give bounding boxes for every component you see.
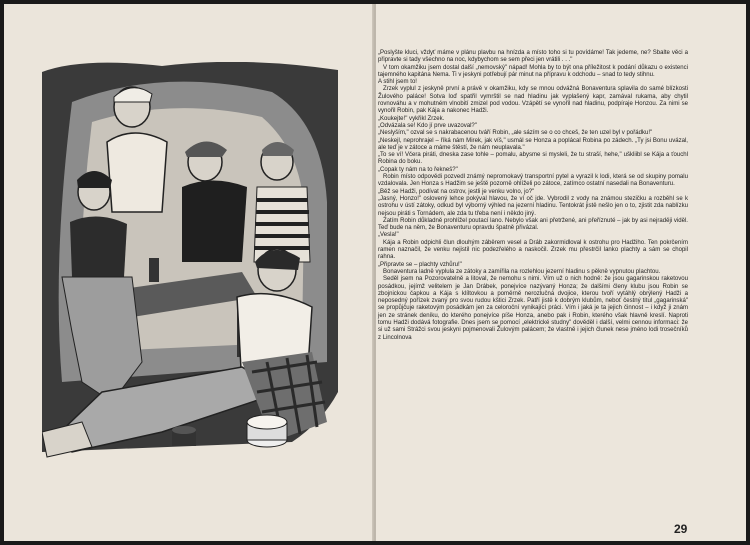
book-spread [4, 4, 746, 541]
paragraph: Seděl jsem na Pozorovatelně a litoval, že nemohu s nimi. Vím už o nich hodně: že jsou gagarinskou raketovou posádkou, jejímž velitelem je Jan Drábek, ponejvíce nazývaný Honza; že dalšími členy klubu jsou Robin se zbojnickou čapkou a Kája s klíltovkou a poměrně nerozlučná dvojice, kterou tvoří vytáhlý obrýlený Hadži a neposedný pořízek zvaný pro svou rudou kštici Zrzek. Patří jistě k dobrým klubům, neboť čestný titul „gagarinská" se propůjčuje raketovým posádkám jen za celoroční vynikající práci. Vím i jaká je ta jejich činnost – i když ji znám jen ze stránek deníku, do kterého ponejvíce píše Honza, anebo pak i Robin, kterého však hlavně kreslí. Naproti tomu Hadži dodává fotografie. Dnes jsem se pomocí „elektrické studny" dověděl i další, velmi cennou informaci: že si už sami Strážci svou jeskyni pojmenovali Žulovým palácem; že vlastně i jejich člunek nese jméno lodi trosečníků z Lincolnova [378, 276, 688, 341]
paragraph: „To se ví! Včera piráti, dneska zase tohle – pomalu, abysme si mysleli, že tu straší, hehe," uškliibl se Kája a ťouchl Robina do boku. [378, 152, 688, 166]
paragraph: Zrzek vyplul z jeskyně první a právě v okamžiku, kdy se mnou odvážná Bonaventura splavila do samé blízkosti Žulového paláce! Sotva loď spatřil vymrštil se nad hladinu jak vyplašený kapr, zamával rukama, aby chytil rovnováhu a v mohutném vlnobití zmizel pod vodou. Vzápětí se vynořil nad hladinu, podpíraje Honzou. Za nimi se vynořil Robin, pak Kája a nakonec Hadži. [378, 86, 688, 115]
paragraph: „Běž se Hadži, podívat na ostrov, jestli je venku volno, jo?" [378, 188, 535, 195]
paragraph: „Poslyšte kluci, vždyť máme v plánu plavbu na hnízda a místo toho si tu povídáme! Tak jedeme, ne? Sbalte věci a připravte si tady všechno na noc, kdybychom se sem přeci jen vrátili . . ." [378, 50, 688, 64]
left-page [4, 4, 374, 541]
paragraph: „Neskejl, neprohrajel – říká nám Mirek, jak víš," usmál se Honza a poplácal Robina po zádech. „Ty jsi Bonu uvázal, ale teď je v zátoce a máme štěstí, že nám neuplavala." [378, 137, 688, 151]
page-number: 29 [674, 522, 688, 536]
paragraph: „Koukejte!" vykřikl Zrzek. [378, 115, 445, 122]
paragraph: Kája a Robin odpichli člun dlouhým záběrem vesel a Dráb zakormidloval k ostrohu pro Hadžiho. Ten pokrčením ramen naznačil, že venku nejistil nic podezřelého a naskočil. Zrzek mu přestrčil lanko plachty a sám se chopil rahna. [378, 239, 688, 261]
body-text [378, 50, 688, 504]
boys-in-cave-illustration [42, 62, 338, 472]
paragraph: Zatím Robin důkladně prohlížel poutací lano. Nebylo však ani přetržené, ani přeříznuté – jak by asi nejraději viděl. Teď bude na něm, že Bonaventuru opravdu špatně přivázal. [378, 217, 688, 232]
paragraph: „Připravte se – plachty vzhůru!" [378, 261, 462, 268]
paragraph: „Vesla!" [378, 232, 399, 239]
paragraph: A stihl jsem to! [378, 79, 417, 86]
paragraph: „Jasný, Honzo!" oslovený lehce pokýval hlavou, že ví oč jde. Vybrodil z vody na známou stezičku a rozběhl se k ostrohu v ústí zátoky, odkud byl výborný výhled na jezerní hladinu. Tentokrát jistě nešlo jen o to, zjistit zda nablízku nejsou piráti s Tornádem, ale zda tu třeba není i někdo jiný. [378, 195, 688, 217]
paragraph: „Odvázala se! Kdo jí prve uvazoval?" [378, 122, 477, 129]
paragraph: „Copak ty nám na to řekneš?" [378, 166, 458, 173]
paragraph: „Neslyším," ozval se s nakrabacenou tváří Robin, „ale sázím se o co chceš, že ten uzel byl v pořádku!" [378, 130, 653, 137]
paragraph: V tom okamžiku jsem dostal další „nemovský" nápad! Mohla by to být ona příležitost k podání důkazu o existenci tajemného kapitána Nema. Ti v jeskyni potřebují pár minut na přípravu k odchodu – snad to tedy stihnu. [378, 64, 688, 78]
paragraph: Robin místo odpovědi pozvedl známý nepromokavý transportní pytel a vyrazil k lodi, která se od skupiny pomalu vzdalovala. Jen Honza s Hadžim se ještě pozorně ohlíželi po zátoce, zatímco ostatní nasedali na Bonaventuru. [378, 174, 688, 188]
paragraph: Bonaventura ladně vyplula ze zátoky a zamířila na rozlehlou jezerní hladinu s pěkně vypnutou plachtou. [383, 268, 661, 275]
